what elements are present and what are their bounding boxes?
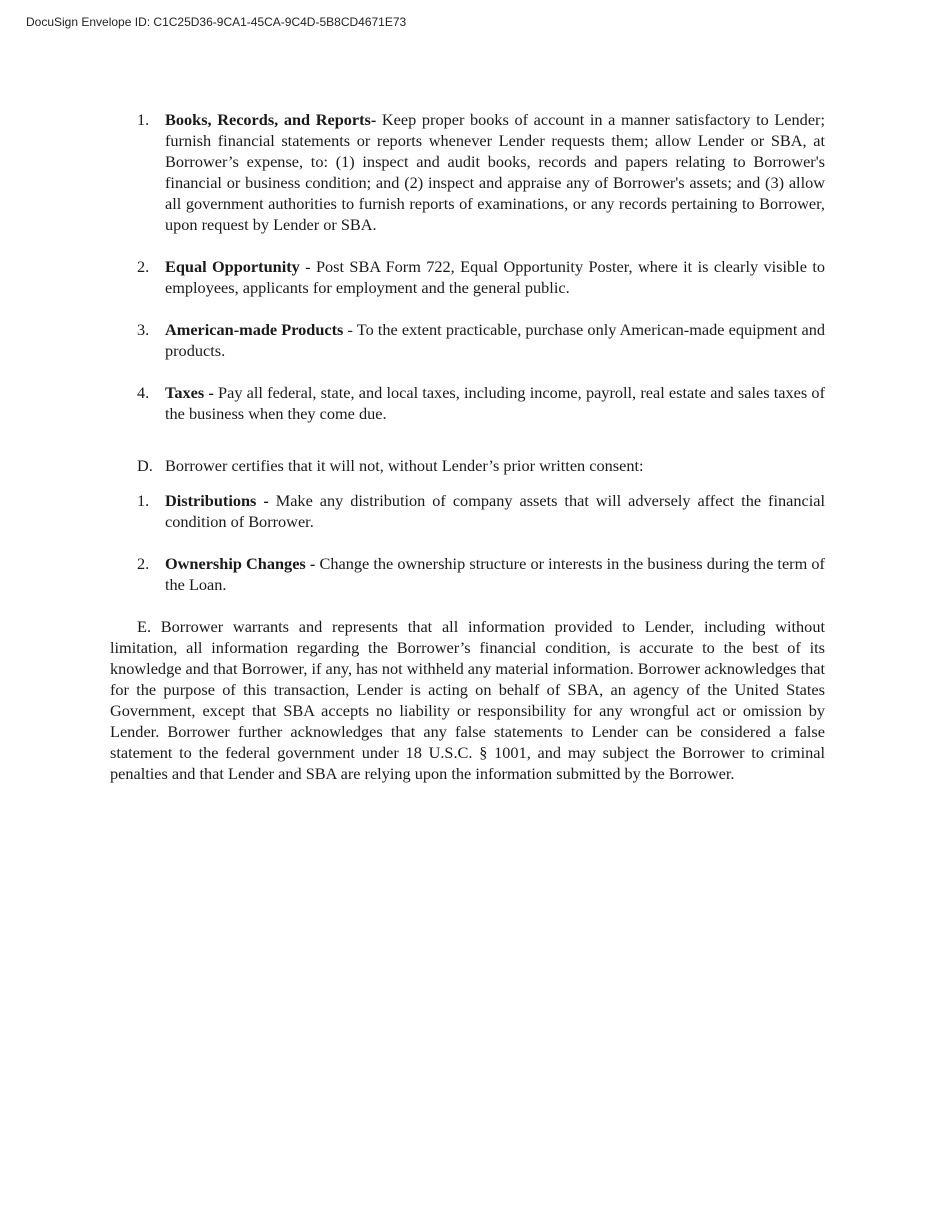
section-e-paragraph: E. Borrower warrants and represents that all information provided to Lender, including without limitation, all information regarding the Borrower’s financial condition, is accurate to the best of its knowledge and that Borrower, if any, has not withheld any material information. Borrower acknowledges that for the purpose of this transaction, Lender is acting on behalf of SBA, an agency of the United States Government, except that SBA accepts no liability or responsibility for any wrongful act or omission by Lender. Borrower further acknowledges that any false statements to Lender can be considered a false statement to the federal government under 18 U.S.C. § 1001, and may subject the Borrower to criminal penalties and that Lender and SBA are relying upon the information submitted by the Borrower. [110, 617, 825, 783]
section-text: Borrower certifies that it will not, without Lender’s prior written consent: [165, 456, 644, 475]
section-letter: D. [137, 456, 153, 475]
item-text: - To the extent practicable, purchase only American-made equipment and products. [165, 320, 825, 360]
item-text: Change the ownership structure or interests in the business during the term of the Loan. [165, 554, 825, 594]
section-d-intro [110, 455, 825, 476]
item-title: Distributions - [165, 491, 269, 510]
list-item-equal-opportunity [110, 256, 825, 298]
item-title: Ownership Changes - [165, 554, 316, 573]
item-text: Make any distribution of company assets that will adversely affect the financial condition of Borrower. [165, 491, 825, 531]
document-body [110, 109, 825, 800]
item-number: 3. [137, 320, 150, 339]
item-title: Taxes - [165, 383, 214, 402]
list-item-distributions [110, 490, 825, 532]
list-item-ownership-changes [110, 553, 825, 595]
item-title: Equal Opportunity [165, 257, 300, 276]
item-number: 4. [137, 383, 150, 402]
item-title: Books, Records, and Reports- [165, 110, 377, 129]
list-item-books-records [110, 109, 825, 235]
item-title: American-made Products [165, 320, 344, 339]
item-text: Pay all federal, state, and local taxes, including income, payroll, real estate and sales taxes of the business when they come due. [165, 383, 825, 423]
item-number: 2. [137, 257, 150, 276]
docusign-envelope-id: DocuSign Envelope ID: C1C25D36-9CA1-45CA-9C4D-5B8CD4671E73 [26, 15, 407, 29]
list-item-american-made [110, 319, 825, 361]
item-number: 2. [137, 554, 150, 573]
item-number: 1. [137, 110, 150, 129]
item-text: - Post SBA Form 722, Equal Opportunity Poster, where it is clearly visible to employees, applicants for employment and the general public. [165, 257, 825, 297]
list-item-taxes [110, 382, 825, 424]
item-number: 1. [137, 491, 150, 510]
item-text: Keep proper books of account in a manner satisfactory to Lender; furnish financial statements or reports whenever Lender requests them; allow Lender or SBA, at Borrower’s expense, to: (1) inspect and audit books, records and papers relating to Borrower's financial or business condition; and (2) inspect and appraise any of Borrower's assets; and (3) allow all government authorities to furnish reports of examinations, or any records pertaining to Borrower, upon request by Lender or SBA. [165, 110, 825, 234]
